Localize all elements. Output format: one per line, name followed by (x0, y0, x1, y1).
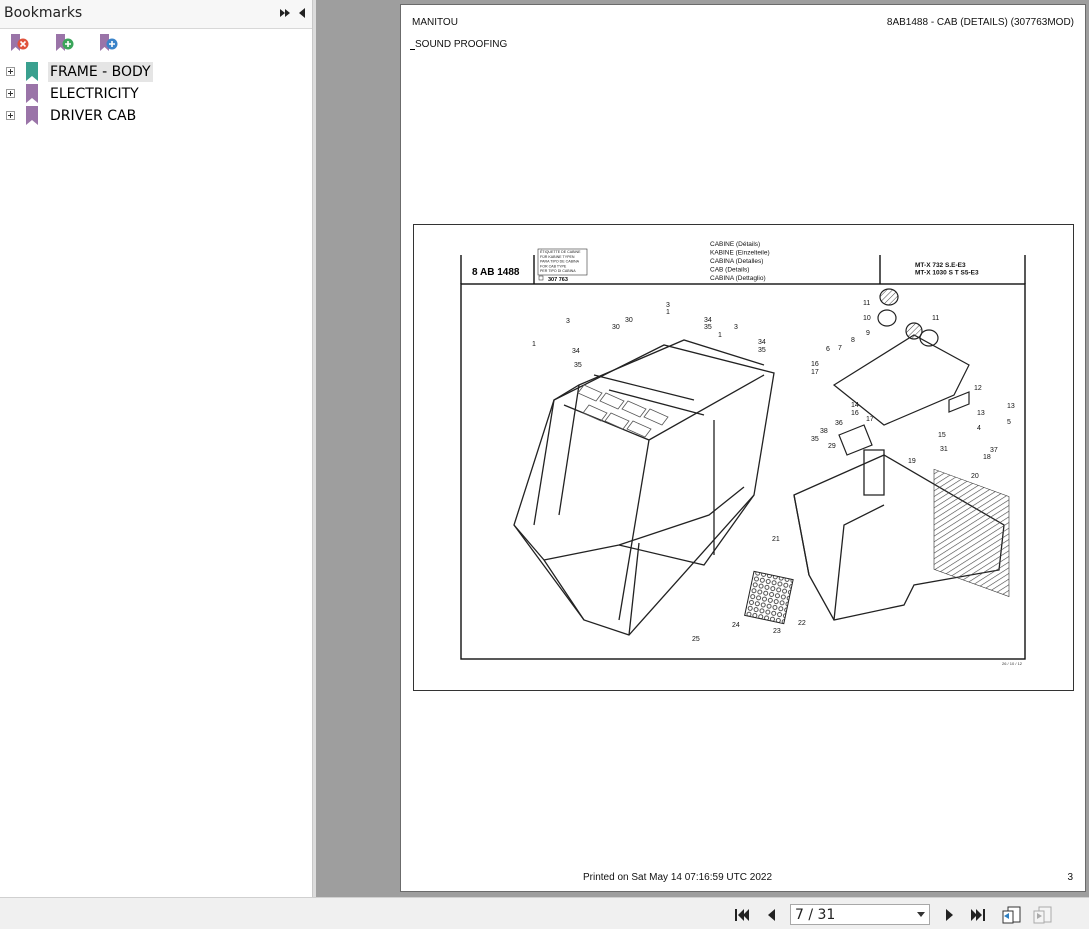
add-child-bookmark-icon[interactable] (97, 32, 119, 54)
bookmarks-toolbar (0, 32, 312, 56)
part-number-label: 16 (851, 410, 859, 417)
text-cursor (410, 49, 415, 50)
cab-frame-drawing (514, 340, 774, 635)
part-number-label: 29 (828, 443, 836, 450)
part-number-label: 3 (734, 324, 738, 331)
bookmark-item-driver-cab[interactable] (0, 106, 312, 126)
bookmark-label[interactable]: DRIVER CAB (50, 108, 137, 124)
delete-bookmark-icon[interactable] (8, 32, 30, 54)
part-number-label: 15 (938, 432, 946, 439)
part-number-label: 30 (612, 324, 620, 331)
part-number-label: 7 (838, 345, 842, 352)
part-number-label: 18 (983, 454, 991, 461)
bookmark-teal-icon (25, 62, 39, 81)
part-number-label: 35 (758, 347, 766, 354)
printed-on-text: Printed on Sat May 14 07:16:59 UTC 2022 (583, 872, 773, 883)
page-number: 3 (1067, 872, 1073, 883)
part-number-label: 20 (971, 473, 979, 480)
part-number-label: 17 (866, 416, 874, 423)
part-number-label: 34 (758, 339, 766, 346)
next-page-icon[interactable] (940, 906, 958, 924)
page-header-right: 8AB1488 - CAB (DETAILS) (307763MOD) (886, 17, 1074, 28)
part-number-label: 35 (574, 362, 582, 369)
page-selector[interactable] (790, 904, 930, 925)
cab-type-code: 307 763 (548, 277, 568, 283)
cab-type-line: FOR CAB TYPE (540, 264, 567, 269)
first-page-icon[interactable] (733, 906, 751, 924)
page-number-input[interactable] (795, 906, 905, 923)
bookmark-label[interactable]: ELECTRICITY (50, 86, 139, 102)
document-page (400, 4, 1086, 892)
cab-exploded-diagram (414, 225, 1073, 690)
cab-type-box (540, 249, 581, 273)
part-number-label: 5 (1007, 419, 1011, 426)
cab-type-line: FÜR KABINE TYPEN (540, 254, 575, 259)
parts-drawing (413, 224, 1074, 691)
drawing-titles (710, 241, 770, 282)
cab-type-line: PARA TIPO DE CABINA (540, 259, 580, 264)
expand-icon[interactable] (6, 111, 15, 120)
roof-panel-drawing (834, 289, 969, 455)
page-header-left: MANITOU (412, 17, 458, 28)
part-number-label: 13 (1007, 403, 1015, 410)
add-bookmark-icon[interactable] (53, 32, 75, 54)
part-number-label: 4 (977, 425, 981, 432)
go-back-icon[interactable] (1000, 905, 1022, 925)
part-number-label: 12 (974, 385, 982, 392)
drawing-model-line: MT-X 1030 S T S5-E3 (915, 269, 979, 277)
part-number-label: 30 (625, 317, 633, 324)
part-number-label: 19 (908, 458, 916, 465)
part-number-label: 24 (732, 622, 740, 629)
part-number-label: 22 (798, 620, 806, 627)
last-page-icon[interactable] (969, 906, 987, 924)
part-number-label: 16 (811, 361, 819, 368)
part-number-label: 36 (835, 420, 843, 427)
part-number-label: 9 (866, 330, 870, 337)
bookmarks-panel-title: Bookmarks (4, 5, 83, 21)
cab-type-line: ÉTIQUETTE DE CABINE (540, 250, 581, 254)
expand-icon[interactable] (6, 67, 15, 76)
part-number-label: 17 (811, 369, 819, 376)
part-number-label: 34 (572, 348, 580, 355)
part-number-label: 35 (704, 324, 712, 331)
bookmark-item-frame-body[interactable] (0, 62, 312, 82)
part-number-label: 1 (718, 332, 722, 339)
part-number-label: 31 (940, 446, 948, 453)
expand-icon[interactable] (6, 89, 15, 98)
part-number-label: 1 (666, 309, 670, 316)
part-number-label: 21 (772, 536, 780, 543)
collapse-panel-icon[interactable] (297, 6, 307, 20)
part-number-label: 34 (704, 317, 712, 324)
part-number-label: 8 (851, 337, 855, 344)
part-number-label: 11 (863, 300, 871, 307)
bookmark-item-electricity[interactable] (0, 84, 312, 104)
cab-type-line: PER TIPO DI CABINA (540, 269, 576, 274)
part-number-label: 6 (826, 346, 830, 353)
drawing-title-line: CAB (Details) (710, 266, 750, 274)
bookmark-purple-icon (25, 84, 39, 103)
options-double-arrow-icon[interactable] (278, 6, 292, 20)
part-number-label: 23 (773, 628, 781, 635)
part-number-label: 3 (666, 302, 670, 309)
bookmark-label[interactable]: FRAME - BODY (50, 64, 151, 80)
chevron-down-icon[interactable] (917, 912, 925, 917)
drawing-model-line: MT-X 732 S.E-E3 (915, 262, 966, 269)
drawing-models (915, 262, 979, 277)
go-forward-icon[interactable] (1031, 905, 1053, 925)
part-number-label: 1 (532, 341, 536, 348)
part-number-label: 11 (932, 315, 940, 322)
drawing-title-line: CABINE (Détails) (710, 241, 761, 248)
drawing-date: 26 / 10 / 12 (1002, 661, 1023, 666)
previous-page-icon[interactable] (763, 906, 781, 924)
part-number-label: 3 (566, 318, 570, 325)
drawing-title-line: KABINE (Einzelteile) (710, 249, 770, 257)
drawing-ref-code: 8 AB 1488 (472, 267, 520, 278)
bookmarks-panel-header (0, 0, 312, 29)
part-number-label: 35 (811, 436, 819, 443)
section-title: SOUND PROOFING (415, 39, 508, 50)
part-number-label: 14 (851, 402, 859, 409)
bookmark-purple-icon (25, 106, 39, 125)
part-number-label: 25 (692, 636, 700, 643)
part-number-label: 13 (977, 410, 985, 417)
part-number-label: 10 (863, 315, 871, 322)
part-number-label: 37 (990, 447, 998, 454)
bookmarks-panel (0, 0, 313, 897)
drawing-title-line: CABINA (Detalles) (710, 258, 764, 265)
drawing-title-line: CABINA (Dettaglio) (710, 275, 766, 282)
part-number-label: 38 (820, 428, 828, 435)
